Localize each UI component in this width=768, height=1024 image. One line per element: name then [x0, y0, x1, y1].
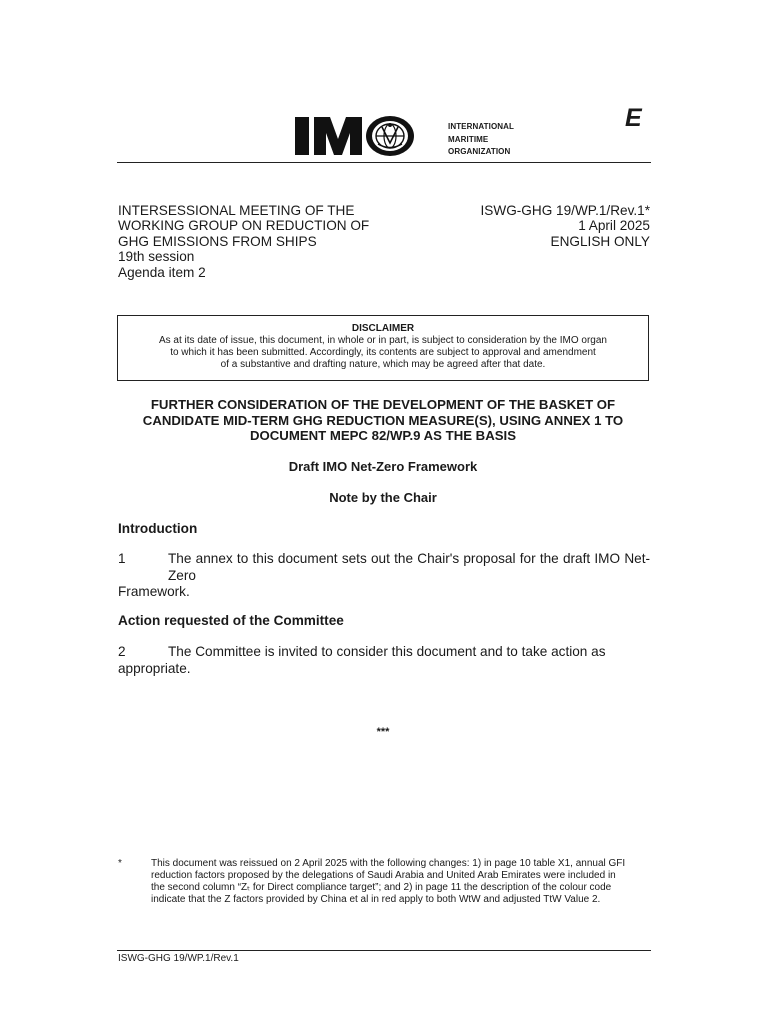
introduction-heading: Introduction: [118, 521, 198, 536]
meeting-line: GHG EMISSIONS FROM SHIPS: [118, 233, 317, 249]
document-title: [117, 397, 649, 444]
document-subtitle: Draft IMO Net-Zero Framework: [288, 459, 478, 474]
disclaimer-line: As at its date of issue, this document, in whole or in part, is subject to consideration by the IMO organ: [158, 335, 607, 346]
footnote-text: [151, 858, 652, 906]
document-symbol: ISWG-GHG 19/WP.1/Rev.1*: [480, 203, 650, 218]
logo-line-3: ORGANIZATION: [448, 147, 511, 156]
disclaimer-title: DISCLAIMER: [351, 323, 415, 334]
logo-line-1: INTERNATIONAL: [448, 122, 515, 131]
title-line: CANDIDATE MID-TERM GHG REDUCTION MEASURE(S), USING ANNEX 1 TO: [142, 412, 624, 428]
agenda-item-line: Agenda item 2: [118, 264, 206, 280]
session-line: 19th session: [118, 249, 195, 265]
paragraph-text: The Committee is invited to consider this document and to take action as appropriate.: [118, 644, 606, 676]
meeting-info: [118, 203, 369, 280]
title-line: FURTHER CONSIDERATION OF THE DEVELOPMENT OF THE BASKET OF: [150, 397, 616, 412]
document-reference: [481, 203, 650, 249]
footnote-line: reduction factors proposed by the delegations of Saudi Arabia and United Arab Emirates were included in: [151, 870, 616, 881]
note-by-chair: Note by the Chair: [329, 490, 437, 505]
footnote-line: indicate that the Z factors provided by China et al in red apply to both WtW and adjusted TtW Value 2.: [151, 894, 601, 905]
document-date: 1 April 2025: [578, 218, 650, 234]
section-separator: ***: [376, 726, 390, 738]
action-heading: Action requested of the Committee: [118, 613, 344, 628]
footnote-line: the second column “Zₜ for Direct compliance target”; and 2) in page 11 the description of the colour code: [151, 882, 612, 893]
footnote: [118, 858, 652, 906]
paragraph-number: 2: [118, 644, 126, 659]
disclaimer-line: to which it has been submitted. Accordingly, its contents are subject to approval and amendment: [170, 347, 596, 359]
imo-emblem-icon: [292, 113, 442, 159]
logo-wordmark: [448, 121, 514, 159]
disclaimer-line: of a substantive and drafting nature, which may be agreed after that date.: [220, 359, 546, 371]
footer-rule: [117, 950, 651, 951]
disclaimer-text: [118, 335, 648, 372]
meeting-line: INTERSESSIONAL MEETING OF THE: [118, 203, 355, 218]
paragraph-text: The annex to this document sets out the Chair's proposal for the draft IMO Net-Zero: [168, 551, 650, 583]
document-language: ENGLISH ONLY: [550, 233, 650, 249]
header-rule: [117, 162, 651, 163]
footer-document-symbol: ISWG-GHG 19/WP.1/Rev.1: [118, 953, 239, 964]
meeting-line: WORKING GROUP ON REDUCTION OF: [118, 218, 370, 234]
language-mark: E: [625, 104, 642, 132]
footnote-mark: *: [118, 858, 122, 869]
disclaimer-box: [117, 315, 649, 381]
logo-line-2: MARITIME: [448, 134, 489, 144]
paragraph-2: [118, 644, 650, 677]
paragraph-text-continued: Framework.: [118, 584, 190, 599]
paragraph-1: [118, 551, 650, 601]
paragraph-number: 1: [118, 551, 126, 566]
footnote-line: This document was reissued on 2 April 2025 with the following changes: 1) in page 10 table X1, annual GFI: [151, 858, 626, 869]
title-line: DOCUMENT MEPC 82/WP.9 AS THE BASIS: [250, 428, 516, 444]
